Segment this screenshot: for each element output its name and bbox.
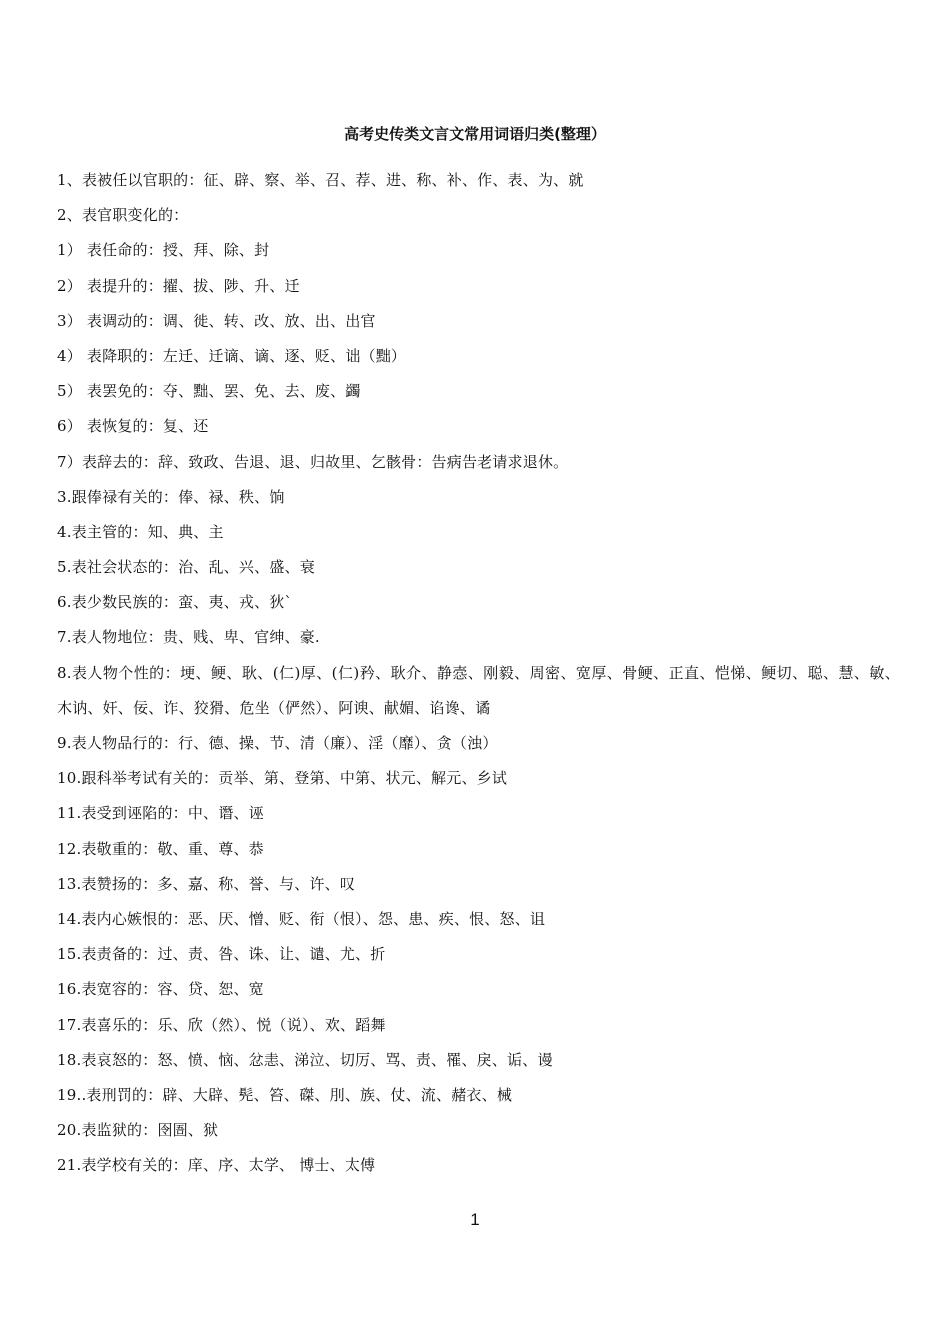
text-line: 6.表少数民族的：蛮、夷、戎、狄`: [57, 593, 293, 612]
text-line: 13.表赞扬的：多、嘉、称、誉、与、许、叹: [57, 874, 356, 893]
text-line: 5） 表罢免的：夺、黜、罢、免、去、废、蠲: [57, 382, 361, 401]
document-title: 高考史传类文言文常用词语归类(整理）: [344, 125, 606, 143]
text-line: 3.跟俸禄有关的：俸、禄、秩、饷: [57, 487, 285, 506]
text-line: 2、表官职变化的：: [57, 206, 189, 225]
text-line: 11.表受到诬陷的：中、谮、诬: [57, 804, 264, 823]
text-line: 9.表人物品行的：行、德、操、节、清（廉）、淫（靡）、贪（浊）: [57, 734, 498, 753]
page-number: 1: [470, 1210, 480, 1229]
text-line: 18.表哀怒的：怒、愤、恼、忿恚、涕泣、切厉、骂、责、罹、戾、诟、谩: [57, 1050, 553, 1069]
text-line: 2） 表提升的：擢、拔、陟、升、迁: [57, 276, 300, 295]
text-line: 12.表敬重的：敬、重、尊、恭: [57, 839, 264, 858]
text-line: 6） 表恢复的：复、还: [57, 417, 209, 436]
text-line: 19..表刑罚的：辟、大辟、髡、笞、磔、刖、族、仗、流、赭衣、械: [57, 1085, 513, 1104]
text-line: 21.表学校有关的：庠、序、太学、 博士、太傅: [57, 1156, 376, 1175]
text-line: 20.表监狱的：囹圄、狱: [57, 1121, 219, 1140]
text-line: 4） 表降职的：左迁、迁谪、谪、逐、贬、诎（黜）: [57, 346, 407, 365]
text-line: 8.表人物个性的：埂、鲠、耿、(仁)厚、(仁)矜、耿介、静悫、刚毅、周密、宽厚、骨鲠、正直、恺悌、鲠切、聪、慧、敏、木讷、奸、佞、诈、狡猾、危坐（俨然）、阿谀、献媚、谄谗、谲: [57, 663, 900, 717]
text-line: 1） 表任命的：授、拜、除、封: [57, 241, 270, 260]
text-line: 3） 表调动的：调、徙、转、改、放、出、出官: [57, 311, 376, 330]
text-line: 4.表主管的：知、典、主: [57, 522, 224, 541]
text-line: 7）表辞去的：辞、致政、告退、退、归故里、乞骸骨：告病告老请求退休。: [57, 452, 569, 471]
text-line: 14.表内心嫉恨的：恶、厌、憎、贬、衔（恨）、怨、患、疾、恨、怒、诅: [57, 909, 546, 928]
text-line: 16.表宽容的：容、贷、恕、宽: [57, 980, 264, 999]
text-line: 17.表喜乐的：乐、欣（然）、悦（说）、欢、蹈舞: [57, 1015, 386, 1034]
text-line: 15.表责备的：过、责、咎、诛、让、谴、尤、折: [57, 945, 386, 964]
document-body: [57, 163, 900, 1183]
text-line: 5.表社会状态的：治、乱、兴、盛、衰: [57, 558, 315, 577]
text-line: 1、表被任以官职的：征、辟、察、举、召、荐、进、称、补、作、表、为、就: [57, 171, 584, 189]
text-line: 7.表人物地位：贵、贱、卑、官绅、豪.: [57, 628, 320, 647]
text-line: 10.跟科举考试有关的：贡举、第、登第、中第、状元、解元、乡试: [57, 769, 508, 788]
